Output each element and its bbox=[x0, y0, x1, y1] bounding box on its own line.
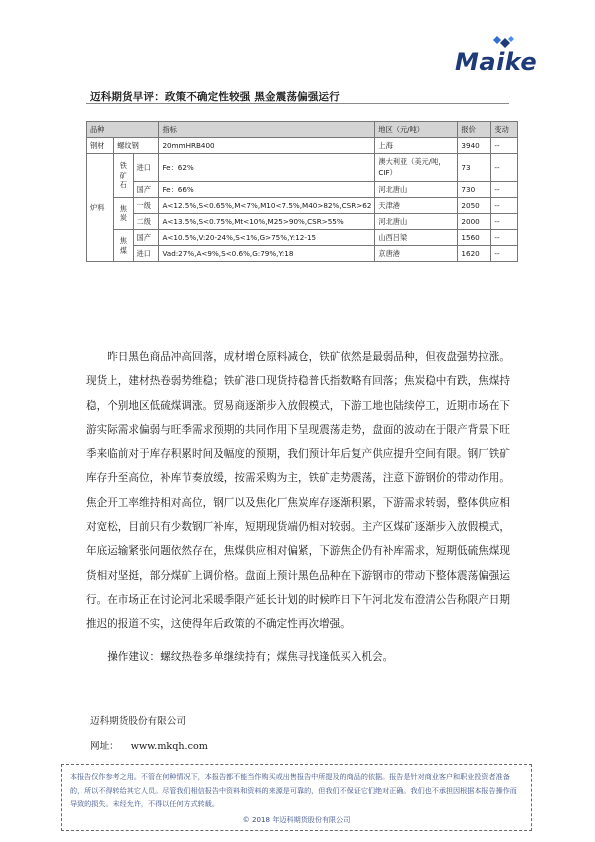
header-region: 地区（元/吨） bbox=[375, 122, 458, 138]
table-row bbox=[87, 154, 518, 181]
table-row bbox=[87, 138, 518, 154]
table-row bbox=[87, 246, 518, 262]
spec-cell: A<12.5%,S<0.65%,M<7%,M10<7.5%,M40>82%,CSR>62 bbox=[159, 197, 375, 213]
change-cell: -- bbox=[491, 181, 518, 197]
change-cell: -- bbox=[491, 246, 518, 262]
region-cell: 山西吕梁 bbox=[375, 230, 458, 246]
price-cell: 2050 bbox=[458, 197, 491, 213]
origin-cell: 进口 bbox=[133, 246, 159, 262]
spec-cell: Fe：66% bbox=[159, 181, 375, 197]
spec-cell: 20mmHRB400 bbox=[159, 138, 375, 154]
region-cell: 上海 bbox=[375, 138, 458, 154]
price-cell: 1620 bbox=[458, 246, 491, 262]
region-cell: 河北唐山 bbox=[375, 213, 458, 229]
company-name: 迈科期货股份有限公司 bbox=[90, 716, 186, 727]
price-table bbox=[86, 121, 518, 262]
commentary-paragraph: 昨日黑色商品冲高回落，成材增仓原料减仓，铁矿依然是最弱品种，但夜盘强势拉涨。现货上，建材热卷弱势维稳；铁矿港口现货持稳普氏指数略有回落；焦炭稳中有跌，焦煤持稳，个别地区低硫煤调涨。贸易商逐渐步入放假模式，下游工地也陆续停工，近期市场在下游实际需求偏弱与旺季需求预期的共同作用下呈现震荡走势，盘面的波动在于限产背景下旺季来临前对于库存积累时间及幅度的预期，我们预计年后复产供应提升空间有限。钢厂铁矿库存升至高位，补库节奏放缓，按需采购为主，铁矿走势震荡，注意下游钢价的带动作用。焦企开工率维持相对高位，钢厂以及焦化厂焦炭库存逐渐积累，下游需求转弱，整体供应相对宽松，目前只有少数钢厂补库，短期现货端仍相对较弱。主产区煤矿逐渐步入放假模式，年底运输紧张问题依然存在，焦煤供应相对偏紧，下游焦企仍有补库需求，短期低硫焦煤现货相对坚挺，部分煤矿上调价格。盘面上预计黑色品种在下游钢市的带动下整体震荡偏强运行。在市场正在讨论河北采暖季限产延长计划的时候昨日下午河北发布澄清公告称限产日期推迟的报道不实，这使得年后政策的不确定性再次增强。 bbox=[86, 351, 510, 631]
change-cell: -- bbox=[491, 154, 518, 181]
region-cell: 天津港 bbox=[375, 197, 458, 213]
grade-cell: 一级 bbox=[133, 197, 159, 213]
maike-logo bbox=[455, 36, 551, 76]
group-label: 钢材 bbox=[87, 138, 114, 154]
grade-cell: 二级 bbox=[133, 213, 159, 229]
region-cell: 澳大利亚（美元/吨，CIF） bbox=[375, 154, 458, 181]
region-cell: 河北唐山 bbox=[375, 181, 458, 197]
header-spec: 指标 bbox=[159, 122, 375, 138]
website-link[interactable]: www.mkqh.com bbox=[130, 741, 208, 752]
table-row bbox=[87, 197, 518, 213]
origin-cell: 国产 bbox=[133, 230, 159, 246]
group-label: 炉料 bbox=[87, 154, 114, 262]
website-line bbox=[90, 738, 208, 752]
header-price: 报价 bbox=[458, 122, 491, 138]
price-cell: 73 bbox=[458, 154, 491, 181]
change-cell: -- bbox=[491, 213, 518, 229]
logo-text: Maike bbox=[455, 48, 538, 76]
price-cell: 1560 bbox=[458, 230, 491, 246]
title-divider bbox=[86, 103, 509, 104]
change-cell: -- bbox=[491, 230, 518, 246]
disclaimer-text: 本报告仅作参考之用。不管在何种情况下，本报告都不能当作购买或出售报告中所提及的商品的依据。报告是针对商业客户和职业投资者准备的，所以不得转给其它人员。尽管我们相信报告中资料和资料的来源是可靠的，但我们不保证它们绝对正确。我们也不承担因根据本报告操作而导致的损失。未经允许，不得以任何方式转载。 bbox=[70, 772, 517, 809]
spec-cell: Vad:27%,A<9%,S<0.6%,G:79%,Y:18 bbox=[159, 246, 375, 262]
product-label: 螺纹钢 bbox=[114, 138, 159, 154]
header-change: 变动 bbox=[491, 122, 518, 138]
header-variety: 品种 bbox=[87, 122, 159, 138]
spec-cell: Fe：62% bbox=[159, 154, 375, 181]
copyright-text: © 2018 年迈科期货股份有限公司 bbox=[242, 815, 351, 825]
product-label: 焦 炭 bbox=[114, 197, 133, 229]
table-row bbox=[87, 230, 518, 246]
disclaimer-box bbox=[61, 764, 532, 831]
website-label: 网址： bbox=[90, 741, 119, 752]
price-cell: 2000 bbox=[458, 213, 491, 229]
price-cell: 3940 bbox=[458, 138, 491, 154]
spec-cell: A<10.5%,V:20-24%,S<1%,G>75%,Y:12-15 bbox=[159, 230, 375, 246]
product-label: 焦 煤 bbox=[114, 230, 133, 262]
table-row bbox=[87, 181, 518, 197]
product-label: 铁 矿 石 bbox=[114, 154, 133, 197]
spec-cell: A<13.5%,S<0.75%,Mt<10%,M25>90%,CSR>55% bbox=[159, 213, 375, 229]
trading-suggestion: 操作建议：螺纹热卷多单继续持有；煤焦寻找逢低买入机会。 bbox=[107, 651, 394, 663]
report-title: 迈科期货早评：政策不确定性较强 黑金震荡偏强运行 bbox=[90, 91, 340, 103]
change-cell: -- bbox=[491, 138, 518, 154]
region-cell: 京唐港 bbox=[375, 246, 458, 262]
origin-cell: 进口 bbox=[133, 154, 159, 181]
change-cell: -- bbox=[491, 197, 518, 213]
price-cell: 730 bbox=[458, 181, 491, 197]
origin-cell: 国产 bbox=[133, 181, 159, 197]
table-header-row bbox=[87, 122, 518, 138]
table-row bbox=[87, 213, 518, 229]
